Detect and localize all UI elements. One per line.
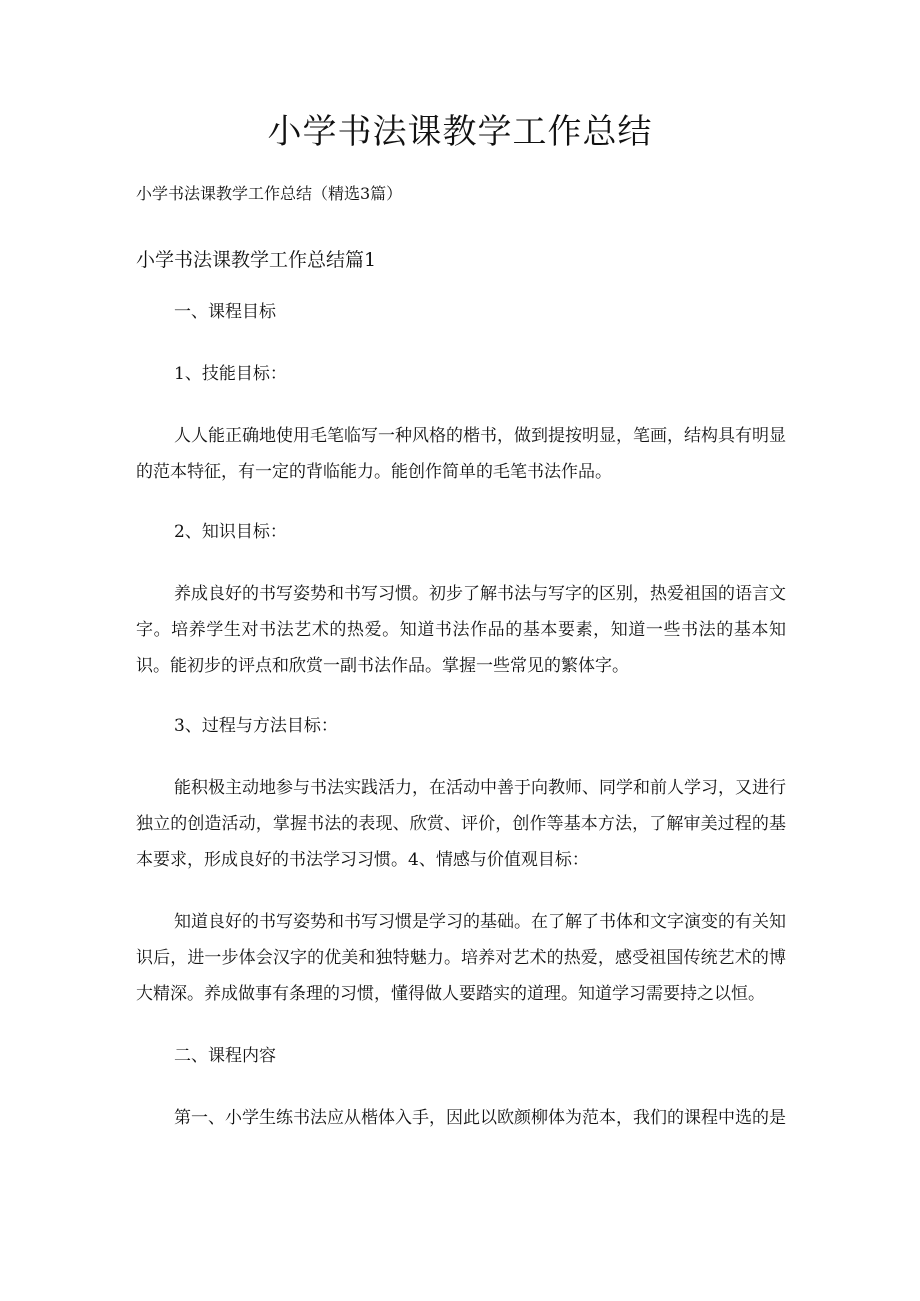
- section-heading-goals: 一、课程目标: [174, 302, 276, 322]
- paragraph-knowledge: 养成良好的书写姿势和书写习惯。初步了解书法与写字的区别，热爱祖国的语言文字。培养学生对书法艺术的热爱。知道书法作品的基本要素，知道一些书法的基本知识。能初步的评点和欣赏一副书法作品。掌握一些常见的繁体字。: [136, 584, 786, 676]
- chapter-heading: 小学书法课教学工作总结篇1: [136, 249, 377, 271]
- item-heading-process: 3、过程与方法目标：: [174, 716, 338, 736]
- paragraph-skills: 人人能正确地使用毛笔临写一种风格的楷书，做到提按明显，笔画，结构具有明显的范本特征，有一定的背临能力。能创作简单的毛笔书法作品。: [136, 426, 786, 482]
- paragraph-emotion: 知道良好的书写姿势和书写习惯是学习的基础。在了解了书体和文字演变的有关知识后，进一步体会汉字的优美和独特魅力。培养对艺术的热爱，感受祖国传统艺术的博大精深。养成做事有条理的习惯，懂得做人要踏实的道理。知道学习需要持之以恒。: [136, 912, 786, 1004]
- document-title: 小学书法课教学工作总结: [267, 112, 653, 152]
- section-heading-content: 二、课程内容: [174, 1046, 276, 1066]
- document-subtitle: 小学书法课教学工作总结（精选3篇）: [136, 184, 403, 203]
- paragraph-process: 能积极主动地参与书法实践活力，在活动中善于向教师、同学和前人学习，又进行独立的创造活动，掌握书法的表现、欣赏、评价，创作等基本方法，了解审美过程的基本要求，形成良好的书法学习习惯。4、情感与价值观目标：: [136, 778, 786, 870]
- item-heading-skills: 1、技能目标：: [174, 364, 287, 384]
- item-heading-knowledge: 2、知识目标：: [174, 522, 287, 542]
- paragraph-content: 第一、小学生练书法应从楷体入手，因此以欧颜柳体为范本，我们的课程中选的是: [174, 1108, 786, 1128]
